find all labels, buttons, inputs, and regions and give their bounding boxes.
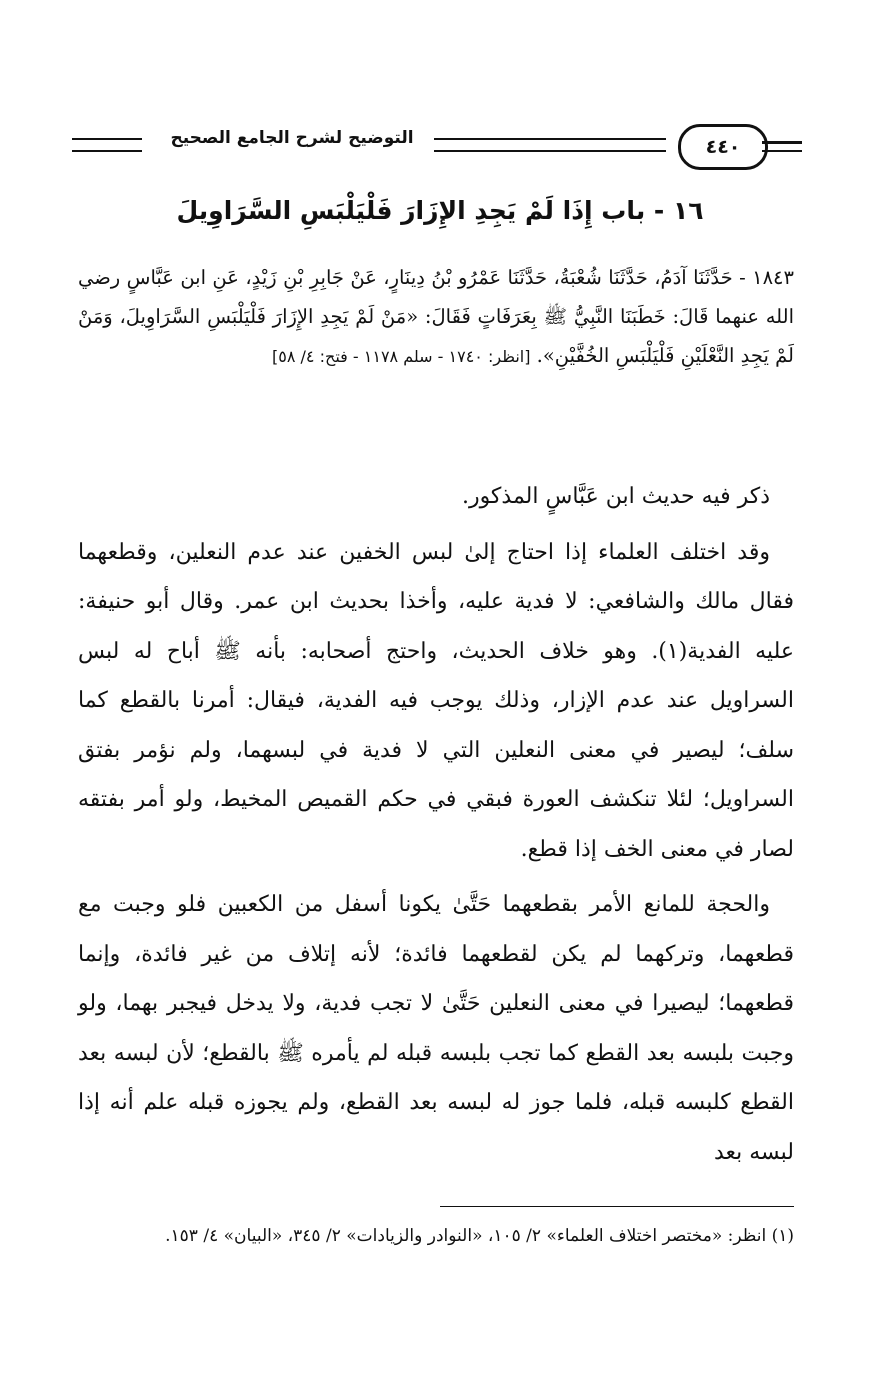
header-rule-left: [72, 138, 142, 152]
footnote-divider: [440, 1206, 794, 1207]
chapter-title: ١٦ - باب إِذَا لَمْ يَجِدِ الإِزَارَ فَلْيَلْبَسِ السَّرَاوِيلَ: [176, 196, 704, 225]
hadith-text: ١٨٤٣ - حَدَّثَنَا آدَمُ، حَدَّثَنَا شُعْبَةُ، حَدَّثَنَا عَمْرُو بْنُ دِينَارٍ، عَنْ جَابِرِ بْنِ زَيْدٍ، عَنِ ابن عَبَّاسٍ رضي الله عنهما قَالَ: خَطَبَنَا النَّبِيُّ ﷺ بِعَرَفَاتٍ فَقَالَ: «مَنْ لَمْ يَجِدِ الإِزَارَ فَلْيَلْبَسِ السَّرَاوِيلَ، وَمَنْ لَمْ يَجِدِ النَّعْلَيْنِ فَلْيَلْبَسِ الخُفَّيْنِ».: [78, 266, 794, 367]
running-title: التوضيح لشرح الجامع الصحيح: [170, 128, 414, 148]
header-rule-middle: [434, 138, 666, 152]
page-number: ٤٤٠: [705, 136, 741, 158]
commentary-text: [78, 472, 794, 1177]
hadith-reference: [انظر: ١٧٤٠ - سلم ١١٧٨ - فتح: ٤/ ٥٨]: [272, 347, 531, 366]
page-number-badge: [678, 124, 768, 170]
header-rule-right: [762, 141, 802, 152]
running-header: [72, 122, 802, 170]
footnote: (١) انظر: «مختصر اختلاف العلماء» ٢/ ١٠٥، «النوادر والزيادات» ٢/ ٣٤٥، «البيان» ٤/ ١٥٣.: [165, 1226, 794, 1246]
commentary-paragraph: والحجة للمانع الأمر بقطعهما حَتَّىٰ يكونا أسفل من الكعبين فلو وجبت مع قطعهما، وتركهما لم يكن لقطعهما فائدة؛ لأنه إتلاف من غير فائدة، وإنما قطعهما؛ ليصيرا في معنى النعلين حَتَّىٰ لا تجب فدية، ولا يدخل فيجبر بهما، ولو وجبت بلبسه بعد القطع كما تجب بلبسه قبله لم يأمره ﷺ بالقطع؛ لأن لبسه بعد القطع كلبسه قبله، فلما جوز له لبسه بعد القطع، ولم يجوزه قبله علم أنه إذا لبسه بعد: [78, 892, 794, 1165]
commentary-paragraph: وقد اختلف العلماء إذا احتاج إلىٰ لبس الخفين عند عدم النعلين، وقطعهما فقال مالك والشافعي: لا فدية عليه، وأخذا بحديث ابن عمر. وقال أبو حنيفة: عليه الفدية(١). وهو خلاف الحديث، واحتج أصحابه: بأنه ﷺ أباح له لبس السراويل عند عدم الإزار، وذلك يوجب فيه الفدية، فيقال: أمرنا بالقطع كما سلف؛ ليصير في معنى النعلين التي لا فدية في لبسهما، ولم نؤمر بفتق السراويل؛ لئلا تنكشف العورة فبقي في حكم القميص المخيط، ولو أمر بفتقه لصار في معنى الخف إذا قطع.: [78, 539, 794, 862]
commentary-paragraph: ذكر فيه حديث ابن عَبَّاسٍ المذكور.: [461, 484, 770, 509]
hadith-block: [78, 258, 794, 376]
